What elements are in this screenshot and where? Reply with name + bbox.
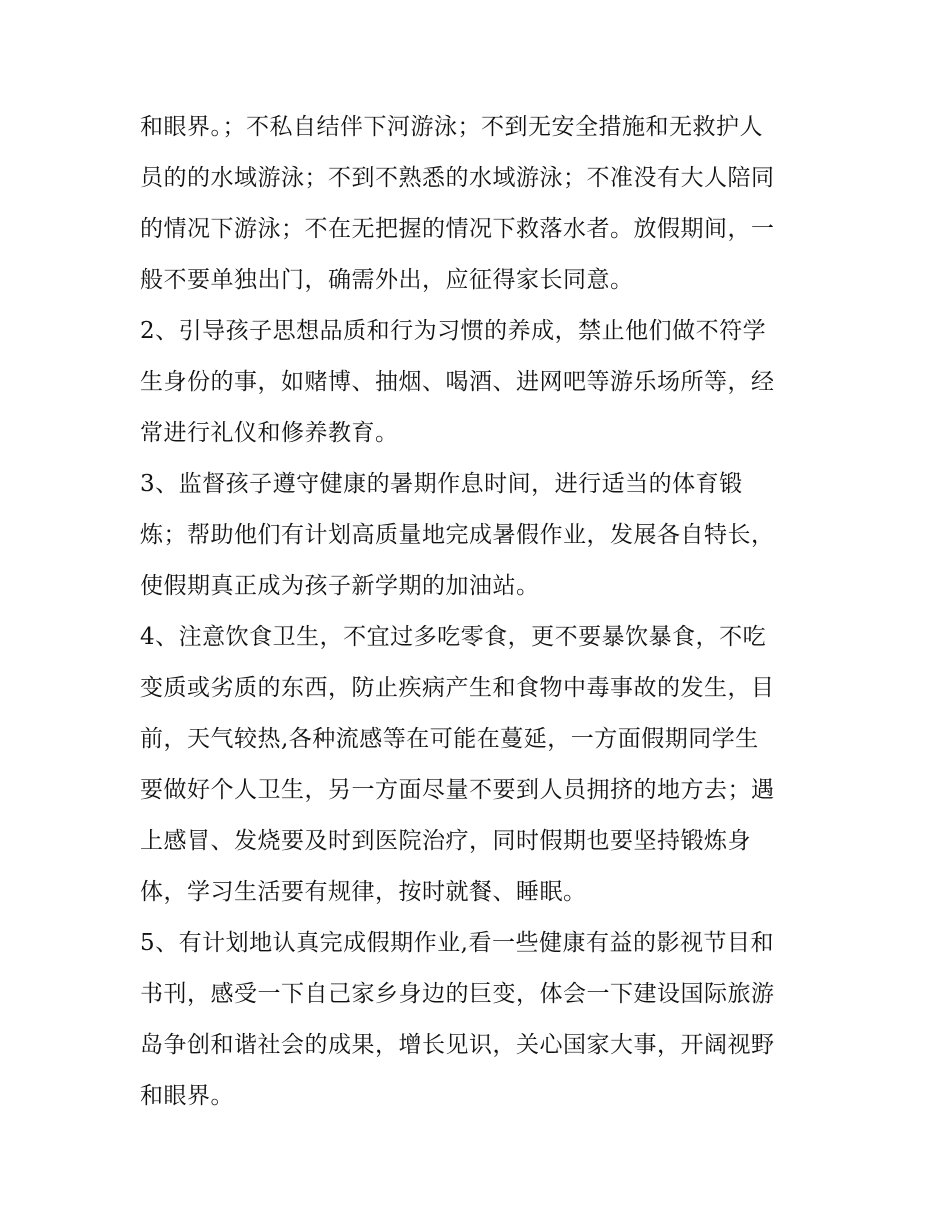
text-line: 变质或劣质的东西，防止疾病产生和食物中毒事故的发生，目 <box>140 675 775 701</box>
text-line: 常进行礼仪和修养教育。 <box>140 420 399 446</box>
text-line: 使假期真正成为孩子新学期的加油站。 <box>140 573 540 599</box>
text-line: 的情况下游泳；不在无把握的情况下救落水者。放假期间，一 <box>140 216 775 242</box>
text-line: 5、有计划地认真完成假期作业,看一些健康有益的影视节目和 <box>140 930 774 956</box>
text-line: 和眼界。；不私自结伴下河游泳；不到无安全措施和无救护人 <box>140 114 763 140</box>
text-line: 炼；帮助他们有计划高质量地完成暑假作业，发展各自特长， <box>140 522 775 548</box>
text-line: 员的的水域游泳；不到不熟悉的水域游泳；不准没有大人陪同 <box>140 165 775 191</box>
text-line: 2、引导孩子思想品质和行为习惯的养成，禁止他们做不符学 <box>140 318 767 344</box>
text-line: 岛争创和谐社会的成果，增长见识，关心国家大事，开阔视野 <box>140 1032 775 1058</box>
text-line: 要做好个人卫生，另一方面尽量不要到人员拥挤的地方去；遇 <box>140 777 775 803</box>
text-line: 上感冒、发烧要及时到医院治疗，同时假期也要坚持锻炼身 <box>140 828 751 854</box>
text-line: 和眼界。 <box>140 1083 234 1109</box>
text-line: 书刊，感受一下自己家乡身边的巨变，体会一下建设国际旅游 <box>140 981 775 1007</box>
document-body <box>140 102 820 1122</box>
text-line: 前，天气较热,各种流感等在可能在蔓延，一方面假期同学生 <box>140 726 759 752</box>
text-line: 般不要单独出门，确需外出，应征得家长同意。 <box>140 267 634 293</box>
text-line: 生身份的事，如赌博、抽烟、喝酒、进网吧等游乐场所等，经 <box>140 369 775 395</box>
text-line: 3、监督孩子遵守健康的暑期作息时间，进行适当的体育锻 <box>140 471 743 497</box>
text-line: 4、注意饮食卫生，不宜过多吃零食，更不要暴饮暴食，不吃 <box>140 624 767 650</box>
text-line: 体，学习生活要有规律，按时就餐、睡眠。 <box>140 879 587 905</box>
